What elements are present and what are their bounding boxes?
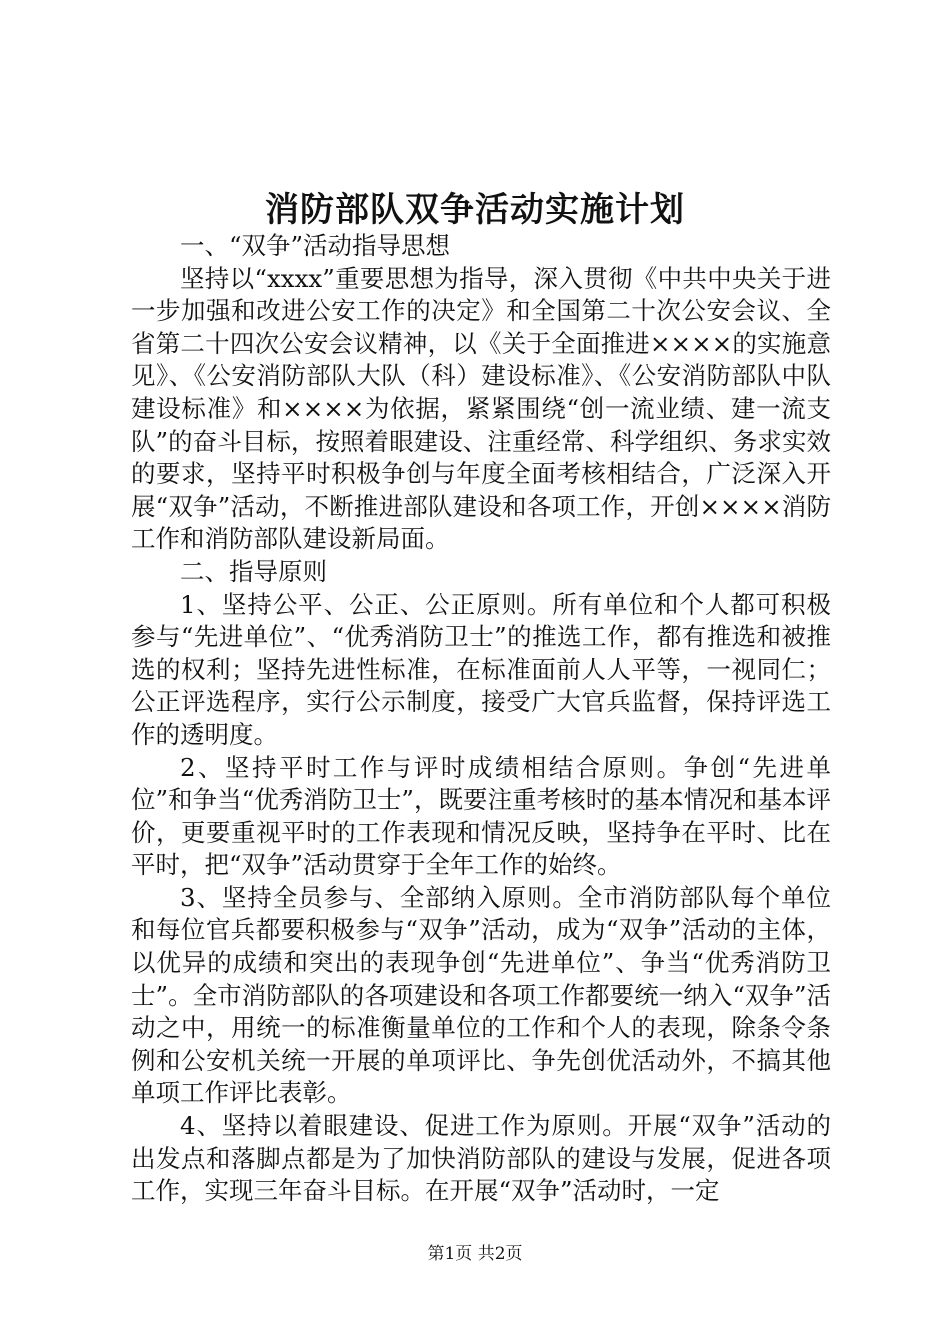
paragraph-guiding-thought: 坚持以“xxxx”重要思想为指导，深入贯彻《中共中央关于进一步加强和改进公安工作的决定》和全国第二十次公安会议、全省第二十四次公安会议精神，以《关于全面推进××××的实施意见》、《公安消防部队大队（科）建设标准》、《公安消防部队中队建设标准》和××××为依据，紧紧围绕“创一流业绩、建一流支队”的奋斗目标，按照着眼建设、注重经常、科学组织、务求实效的要求，坚持平时积极争创与年度全面考核相结合，广泛深入开展“双争”活动，不断推进部队建设和各项工作，开创××××消防工作和消防部队建设新局面。 bbox=[131, 263, 831, 554]
paragraph-principle-2: 2、坚持平时工作与评时成绩相结合原则。争创“先进单位”和争当“优秀消防卫士”，既要注重考核时的基本情况和基本评价，更要重视平时的工作表现和情况反映，坚持争在平时、比在平时，把“双争”活动贯穿于全年工作的始终。 bbox=[131, 752, 831, 880]
document-title: 消防部队双争活动实施计划 bbox=[265, 190, 685, 230]
paragraph-principle-1: 1、坚持公平、公正、公正原则。所有单位和个人都可积极参与“先进单位”、“优秀消防卫士”的推选工作，都有推选和被推选的权利；坚持先进性标准，在标准面前人人平等，一视同仁；公正评选程序，实行公示制度，接受广大官兵监督，保持评选工作的透明度。 bbox=[131, 589, 831, 749]
paragraph-principle-4: 4、坚持以着眼建设、促进工作为原则。开展“双争”活动的出发点和落脚点都是为了加快消防部队的建设与发展，促进各项工作，实现三年奋斗目标。在开展“双争”活动时，一定 bbox=[131, 1111, 831, 1206]
document-body bbox=[131, 230, 831, 1208]
section-heading-guiding-thought: 一、“双争”活动指导思想 bbox=[180, 231, 451, 260]
section-heading-principles: 二、指导原则 bbox=[180, 556, 327, 586]
paragraph-principle-3: 3、坚持全员参与、全部纳入原则。全市消防部队每个单位和每位官兵都要积极参与“双争”活动，成为“双争”活动的主体，以优异的成绩和突出的表现争创“先进单位”、争当“优秀消防卫士”。全市消防部队的各项建设和各项工作都要统一纳入“双争”活动之中，用统一的标准衡量单位的工作和个人的表现，除条令条例和公安机关统一开展的单项评比、争先创优活动外，不搞其他单项工作评比表彰。 bbox=[131, 882, 831, 1108]
page-footer: 第1页 共2页 bbox=[427, 1244, 523, 1264]
